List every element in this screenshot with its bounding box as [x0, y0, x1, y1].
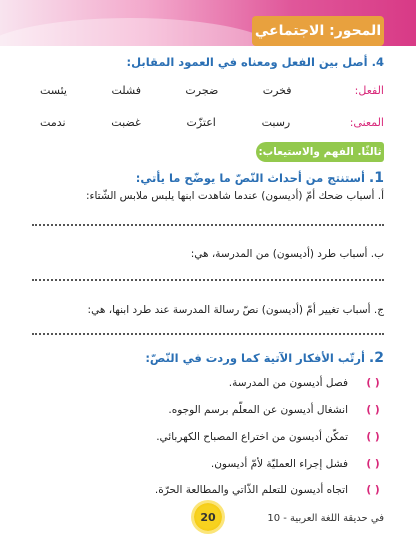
q2-title — [145, 350, 384, 366]
footer-text: في حديقة اللغة العربية - 10 — [267, 512, 384, 524]
verb-2: ضجرت — [185, 83, 219, 97]
q2-title-text: أرتّب الأفكار الآتية كما وردت في النّصّ: — [145, 351, 365, 365]
order-item-3-text: تمكّن أديسون من اختراع المصباح الكهربائي. — [156, 431, 348, 443]
meaning-3: غضبت — [111, 115, 141, 129]
order-item-2 — [60, 401, 384, 419]
q1-c-text: ج. أسباب تغيير أمّ (أديسون) نصّ رسالة المدرسة عند طرد ابنها، هي: — [87, 304, 384, 316]
order-item-1-text: فصل أديسون من المدرسة. — [228, 377, 348, 389]
verb-4: يئست — [40, 83, 67, 97]
answer-line-a[interactable] — [32, 218, 384, 226]
banner-wave-decoration — [0, 18, 280, 46]
answer-line-c[interactable] — [32, 327, 384, 335]
q1-title-text: أستنتج من أحداث النّصّ ما يوضّح ما يأتي: — [135, 171, 365, 185]
footer — [120, 508, 384, 528]
verb-row — [40, 80, 384, 100]
section3-label: ثالثًا. الفهم والاستيعاب: — [256, 142, 384, 162]
order-box-2[interactable]: ( ) — [366, 404, 380, 416]
order-item-5-text: اتجاه أديسون للتعلم الذّاتي والمطالعة الحرّة. — [154, 484, 348, 496]
q1-b-text: ب. أسباب طرد (أديسون) من المدرسة، هي: — [190, 248, 384, 260]
meaning-row — [40, 112, 384, 132]
order-box-1[interactable]: ( ) — [366, 377, 380, 389]
order-box-4[interactable]: ( ) — [366, 458, 380, 470]
q1-title — [136, 170, 384, 186]
q2-number: 2. — [368, 350, 384, 366]
answer-line-b[interactable] — [32, 273, 384, 281]
order-item-2-text: انشغال أديسون عن المعلّم برسم الوجوه. — [168, 404, 348, 416]
page-number-badge: 20 — [194, 503, 222, 531]
section4-title — [127, 55, 384, 69]
meaning-1: رسبت — [261, 115, 291, 129]
order-item-4-text: فشل إجراء العمليّة لأمّ أديسون. — [210, 458, 348, 470]
section4-number: 4. — [371, 55, 384, 69]
axis-title: المحور: الاجتماعي — [252, 16, 384, 46]
meaning-2: اعتزّت — [186, 115, 216, 129]
meaning-label: المعنى: — [349, 115, 384, 129]
order-box-5[interactable]: ( ) — [366, 484, 380, 496]
order-item-3 — [60, 428, 384, 446]
verb-3: فشلت — [111, 83, 141, 97]
verb-label: الفعل: — [354, 83, 384, 97]
order-item-5 — [60, 481, 384, 499]
q1-number: 1. — [368, 170, 384, 186]
meaning-4: ندمت — [40, 115, 66, 129]
section4-title-text: أصل بين الفعل ومعناه في العمود المقابل: — [126, 55, 368, 69]
q1-a-text: أ. أسباب ضحك أمّ (أديسون) عندما شاهدت ابنها يلبس ملابس الشّتاء: — [86, 190, 384, 202]
order-item-4 — [60, 455, 384, 473]
order-box-3[interactable]: ( ) — [366, 431, 380, 443]
verb-1: فخرت — [262, 83, 292, 97]
order-item-1 — [60, 374, 384, 392]
